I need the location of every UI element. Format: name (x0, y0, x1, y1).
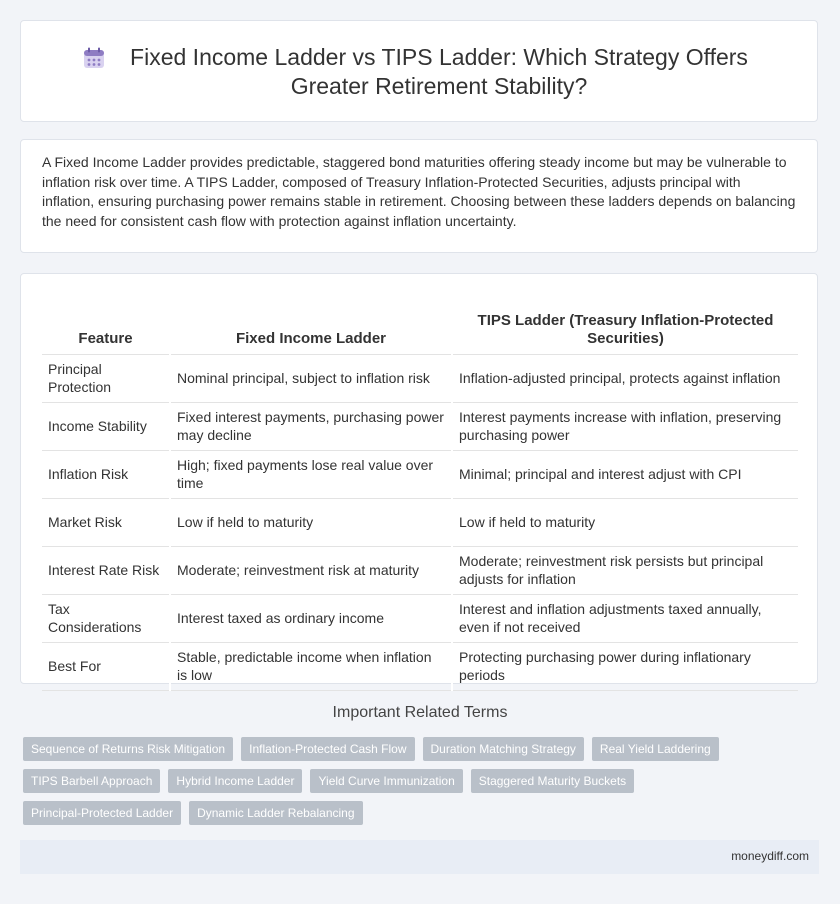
table-cell-feature: Inflation Risk (42, 450, 170, 498)
table-cell-fixed-income: Moderate; reinvestment risk at maturity (170, 546, 452, 594)
footer-site-name[interactable]: moneydiff.com (731, 849, 809, 863)
column-header-fixed-income: Fixed Income Ladder (170, 291, 452, 354)
related-terms-list (23, 737, 803, 833)
related-term-tag[interactable]: Hybrid Income Ladder (168, 769, 302, 793)
related-term-tag[interactable]: Staggered Maturity Buckets (471, 769, 634, 793)
related-term-tag[interactable]: Dynamic Ladder Rebalancing (189, 801, 362, 825)
table-header-row (42, 291, 798, 354)
related-term-tag[interactable]: Real Yield Laddering (592, 737, 719, 761)
column-header-tips: TIPS Ladder (Treasury Inflation-Protected Securities) (452, 291, 798, 354)
title-card (20, 20, 818, 122)
related-term-tag[interactable]: Sequence of Returns Risk Mitigation (23, 737, 233, 761)
page-title: Fixed Income Ladder vs TIPS Ladder: Which Strategy Offers Greater Retirement Stability? (130, 44, 748, 99)
table-cell-tips: Inflation-adjusted principal, protects against inflation (452, 354, 798, 402)
table-cell-feature: Market Risk (42, 498, 170, 546)
table-row (42, 594, 798, 642)
related-terms-heading: Important Related Terms (332, 704, 508, 721)
table-cell-tips: Moderate; reinvestment risk persists but principal adjusts for inflation (452, 546, 798, 594)
table-cell-fixed-income: Nominal principal, subject to inflation risk (170, 354, 452, 402)
table-cell-feature: Income Stability (42, 402, 170, 450)
comparison-table (42, 291, 798, 691)
table-cell-tips: Interest payments increase with inflation, preserving purchasing power (452, 402, 798, 450)
table-row (42, 546, 798, 594)
related-term-tag[interactable]: TIPS Barbell Approach (23, 769, 160, 793)
table-cell-tips: Protecting purchasing power during inflationary periods (452, 642, 798, 690)
related-term-tag[interactable]: Duration Matching Strategy (423, 737, 584, 761)
table-cell-fixed-income: Stable, predictable income when inflation is low (170, 642, 452, 690)
table-row (42, 450, 798, 498)
column-header-feature: Feature (42, 291, 170, 354)
table-cell-tips: Low if held to maturity (452, 498, 798, 546)
comparison-card (20, 273, 818, 684)
intro-card (20, 139, 818, 253)
related-term-tag[interactable]: Principal-Protected Ladder (23, 801, 181, 825)
table-cell-fixed-income: Low if held to maturity (170, 498, 452, 546)
table-row (42, 642, 798, 690)
table-cell-fixed-income: Fixed interest payments, purchasing power may decline (170, 402, 452, 450)
table-cell-fixed-income: Interest taxed as ordinary income (170, 594, 452, 642)
table-cell-feature: Principal Protection (42, 354, 170, 402)
table-cell-fixed-income: High; fixed payments lose real value over time (170, 450, 452, 498)
intro-paragraph: A Fixed Income Ladder provides predictable, staggered bond maturities offering steady income but may be vulnerable to inflation risk over time. A TIPS Ladder, composed of Treasury Inflation-Protected Securities, adjusts principal with inflation, ensuring purchasing power remains stable in retirement. Choosing between these ladders depends on balancing the need for consistent cash flow with protection against inflation uncertainty. (42, 154, 796, 229)
related-term-tag[interactable]: Yield Curve Immunization (310, 769, 462, 793)
table-cell-feature: Best For (42, 642, 170, 690)
table-cell-feature: Interest Rate Risk (42, 546, 170, 594)
table-cell-tips: Interest and inflation adjustments taxed annually, even if not received (452, 594, 798, 642)
table-row (42, 354, 798, 402)
table-row (42, 402, 798, 450)
related-term-tag[interactable]: Inflation-Protected Cash Flow (241, 737, 414, 761)
footer (20, 840, 819, 874)
table-cell-feature: Tax Considerations (42, 594, 170, 642)
table-cell-tips: Minimal; principal and interest adjust with CPI (452, 450, 798, 498)
table-row (42, 498, 798, 546)
